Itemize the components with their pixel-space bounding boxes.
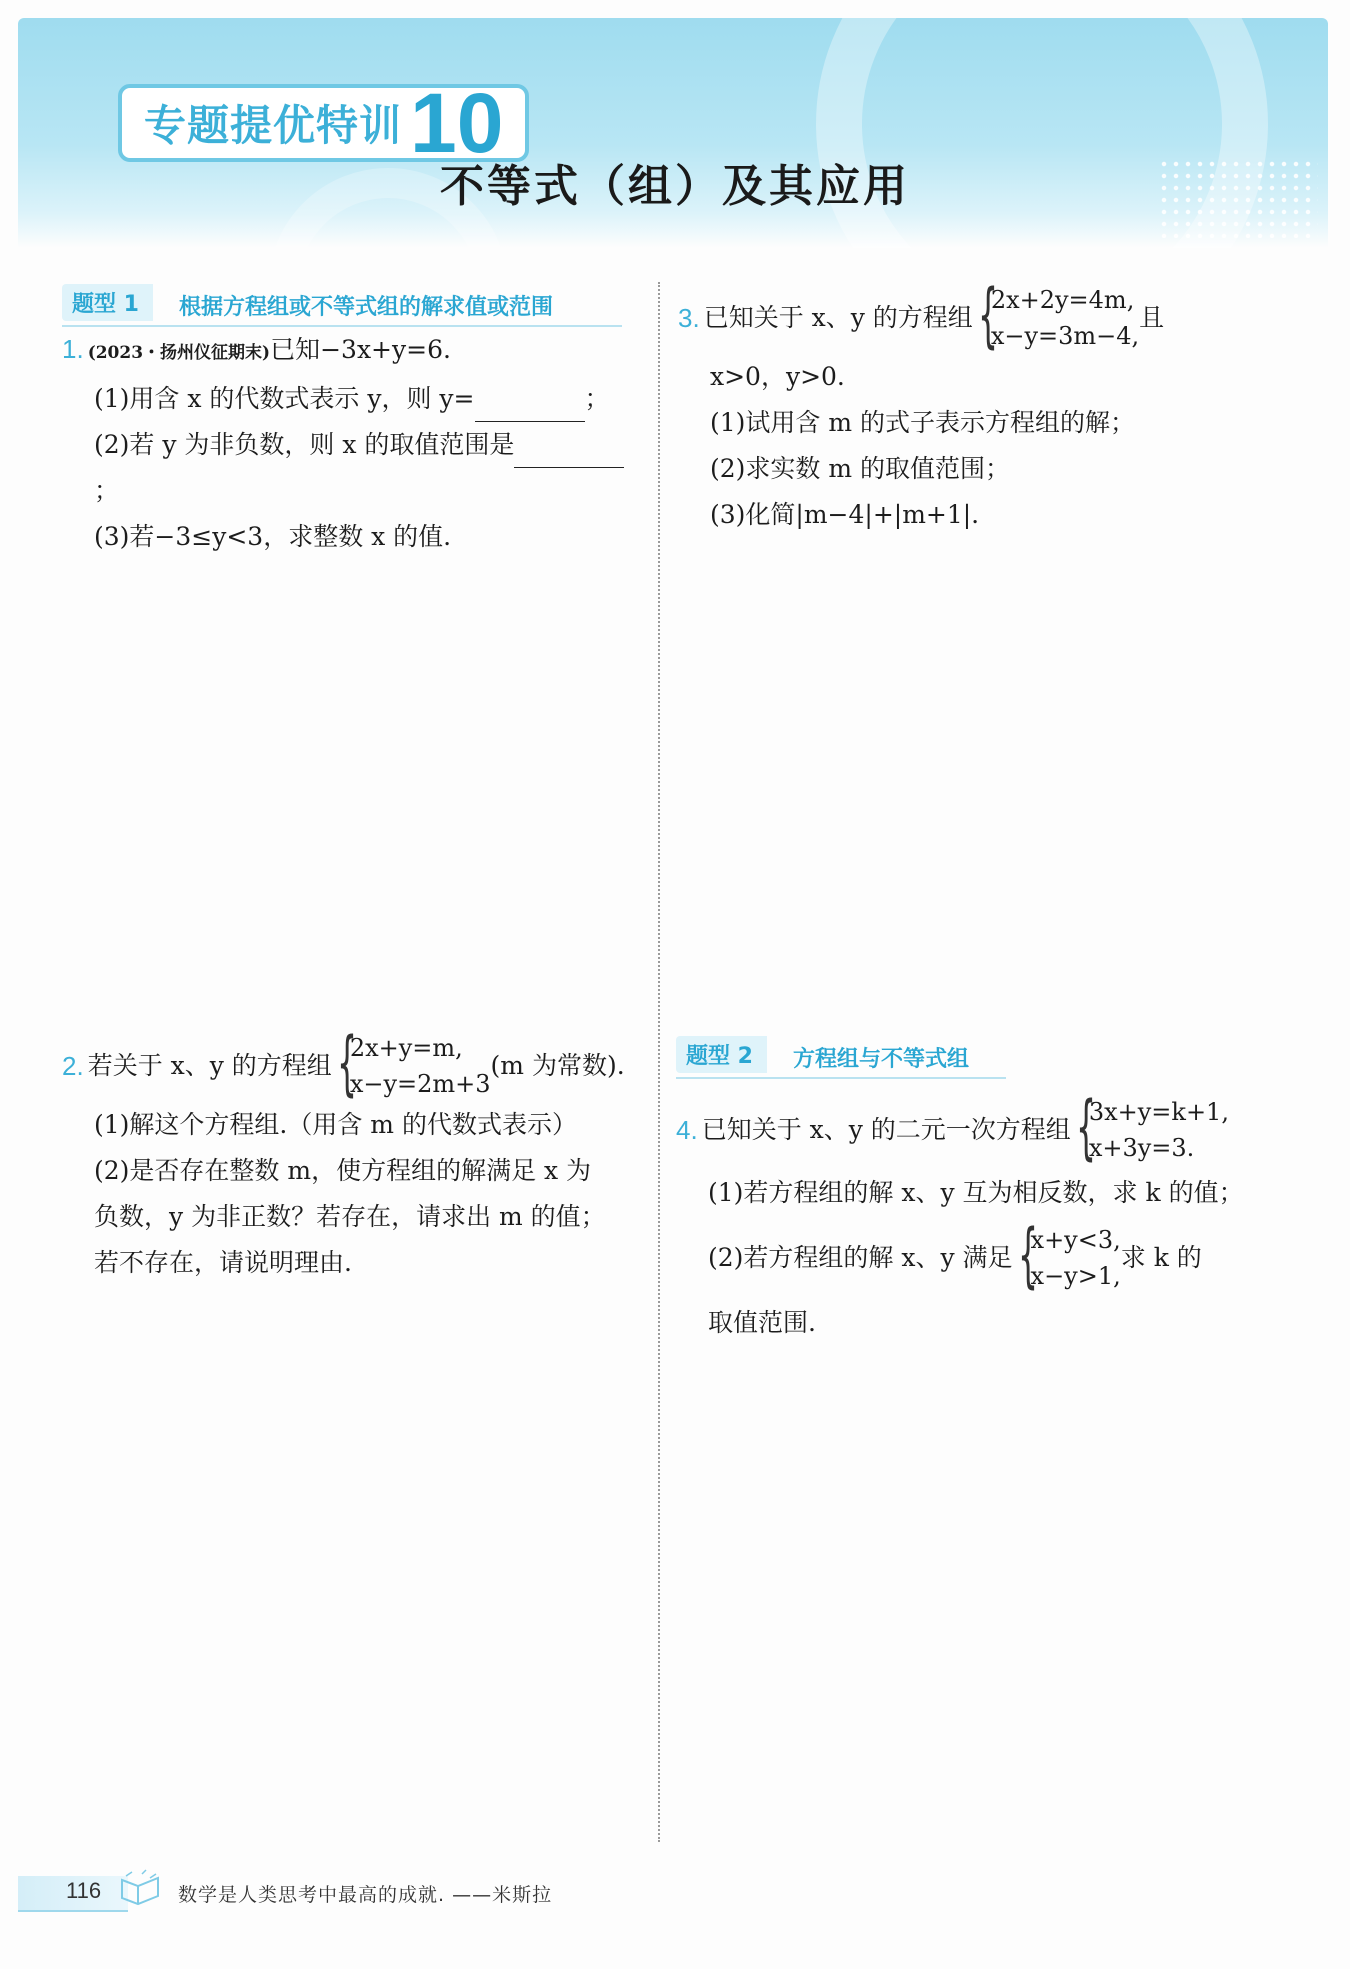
- page-footer: [18, 1862, 1328, 1922]
- question-part: 若不存在，请说明理由.: [94, 1248, 352, 1277]
- question-part: (2)若 y 为非负数，则 x 的取值范围是: [94, 430, 515, 459]
- question-part: (3)化简|m−4|+|m+1|.: [710, 500, 980, 529]
- section-tag: 题型 1: [62, 284, 153, 321]
- question-part: (2)若方程组的解 x、y 满足: [708, 1243, 1013, 1272]
- section-header-type1: [62, 284, 622, 327]
- brace-icon: {: [1017, 1214, 1038, 1296]
- brace-icon: {: [336, 1022, 357, 1104]
- question-1: [62, 326, 642, 560]
- question-source: (2023・扬州仪征期末): [87, 343, 271, 363]
- equation-system: [332, 1022, 491, 1104]
- footer-quote: 数学是人类思考中最高的成就. ——米斯拉: [178, 1884, 553, 1906]
- question-stem-end: (m 为常数).: [490, 1051, 625, 1080]
- question-number: 1.: [62, 334, 84, 364]
- section-header-type2: [676, 1036, 1006, 1079]
- brace-icon: {: [977, 274, 998, 356]
- inequality: x−y>1,: [1030, 1262, 1121, 1290]
- page-number: 116: [66, 1878, 102, 1903]
- question-number: 3.: [678, 303, 700, 333]
- question-stem-end: 且: [1139, 303, 1165, 332]
- question-number: 4.: [676, 1115, 698, 1145]
- question-part: (1)试用含 m 的式子表示方程组的解；: [710, 408, 1136, 437]
- question-condition: x>0，y>0.: [710, 362, 845, 391]
- punctuation: ；: [94, 476, 120, 505]
- question-part: (1)若方程组的解 x、y 互为相反数，求 k 的值；: [708, 1178, 1244, 1207]
- equation: x−y=2m+3: [349, 1070, 491, 1098]
- punctuation: ；: [584, 384, 610, 413]
- equation: 2x+2y=4m,: [990, 286, 1135, 314]
- equation: 2x+y=m,: [349, 1034, 463, 1062]
- section-title: 根据方程组或不等式组的解求值或范围: [178, 295, 553, 320]
- question-part: (2)是否存在整数 m，使方程组的解满足 x 为: [94, 1156, 592, 1185]
- brace-icon: {: [1075, 1086, 1096, 1168]
- column-divider: [658, 282, 660, 1842]
- section-tag: 题型 2: [676, 1036, 767, 1073]
- question-2: [62, 1022, 652, 1286]
- question-stem: 若关于 x、y 的方程组: [87, 1051, 332, 1080]
- question-part: (1)解这个方程组.（用含 m 的代数式表示）: [94, 1110, 577, 1139]
- question-part: (3)若−3≤y<3，求整数 x 的值.: [94, 522, 452, 551]
- book-icon: [118, 1868, 162, 1908]
- inequality: x+y<3,: [1030, 1226, 1121, 1254]
- answer-blank[interactable]: [475, 391, 585, 422]
- question-part: 负数，y 为非正数？若存在，请求出 m 的值；: [94, 1202, 606, 1231]
- inequality-system: [1013, 1214, 1121, 1296]
- question-3: [678, 274, 1298, 538]
- badge-label: 专题提优特训: [144, 101, 403, 150]
- equation: x−y=3m−4,: [990, 322, 1140, 350]
- question-stem: 已知关于 x、y 的方程组: [703, 303, 973, 332]
- answer-blank[interactable]: [514, 437, 624, 468]
- page-title: 不等式（组）及其应用: [440, 161, 910, 212]
- equation: 3x+y=k+1,: [1088, 1098, 1229, 1126]
- question-part: (1)用含 x 的代数式表示 y，则 y=: [94, 384, 475, 413]
- question-stem: 已知−3x+y=6.: [270, 335, 451, 364]
- question-stem: 已知关于 x、y 的二元一次方程组: [701, 1115, 1071, 1144]
- question-part: 取值范围.: [708, 1308, 816, 1337]
- section-title: 方程组与不等式组: [792, 1047, 969, 1072]
- badge-number: 10: [410, 76, 504, 170]
- equation-system: [1071, 1086, 1229, 1168]
- equation: x+3y=3.: [1088, 1134, 1195, 1162]
- question-part-end: 求 k 的: [1120, 1243, 1202, 1272]
- question-number: 2.: [62, 1051, 84, 1081]
- question-4: [676, 1086, 1306, 1346]
- equation-system: [973, 274, 1140, 356]
- question-part: (2)求实数 m 的取值范围；: [710, 454, 1011, 483]
